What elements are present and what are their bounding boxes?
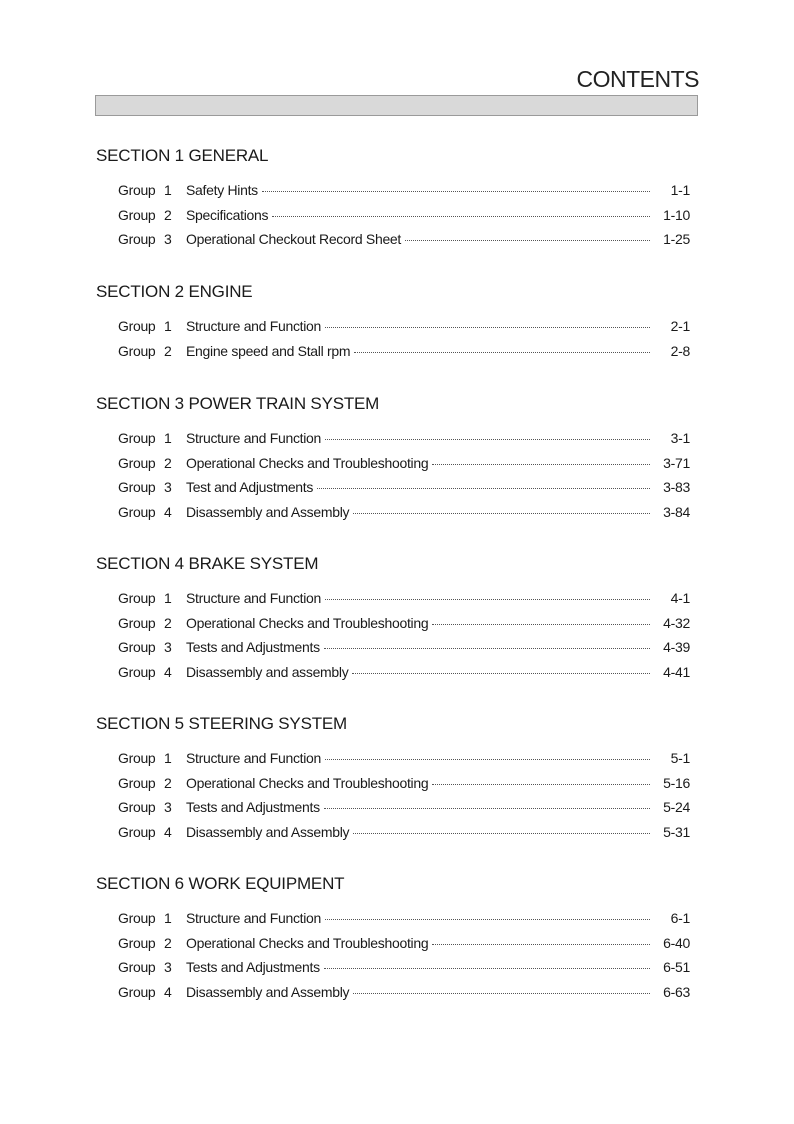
dot-leader — [405, 240, 650, 241]
dot-leader — [353, 993, 650, 994]
section-heading: SECTION 5 STEERING SYSTEM — [96, 714, 347, 733]
group-number: 1 — [164, 750, 172, 766]
page-number: 3-84 — [663, 503, 690, 520]
group-label: Group — [118, 430, 156, 446]
group-number: 1 — [164, 910, 172, 926]
entry-title: Operational Checks and Troubleshooting — [186, 614, 429, 631]
page-number: 3-83 — [663, 479, 690, 495]
toc-entry[interactable] — [118, 984, 690, 1004]
dot-leader — [325, 327, 650, 328]
toc-entry[interactable] — [118, 231, 690, 251]
group-label: Group — [118, 454, 156, 471]
group-number: 1 — [164, 182, 172, 198]
group-number: 1 — [164, 318, 172, 334]
title-rule-bar — [95, 95, 698, 116]
entry-title: Specifications — [186, 206, 269, 223]
entry-title: Structure and Function — [186, 590, 322, 606]
dot-leader — [324, 968, 650, 969]
entry-title: Safety Hints — [186, 182, 258, 198]
toc-entry[interactable] — [118, 959, 690, 979]
group-label: Group — [118, 910, 156, 926]
page-number: 5-31 — [663, 823, 690, 840]
group-label: Group — [118, 959, 156, 975]
entry-title: Tests and Adjustments — [186, 959, 320, 975]
toc-entry[interactable] — [118, 318, 690, 338]
entry-title: Operational Checks and Troubleshooting — [186, 774, 429, 791]
page-number: 6-40 — [663, 934, 690, 951]
dot-leader — [272, 216, 650, 217]
group-label: Group — [118, 206, 156, 223]
entry-title: Disassembly and Assembly — [186, 503, 350, 520]
entry-title: Operational Checks and Troubleshooting — [186, 934, 429, 951]
group-number: 3 — [164, 231, 172, 247]
group-label: Group — [118, 663, 156, 680]
group-label: Group — [118, 342, 156, 359]
group-number: 2 — [164, 614, 172, 631]
group-number: 2 — [164, 342, 172, 359]
group-number: 2 — [164, 454, 172, 471]
group-number: 4 — [164, 983, 172, 1000]
group-number: 2 — [164, 774, 172, 791]
dot-leader — [262, 191, 650, 192]
group-label: Group — [118, 503, 156, 520]
group-label: Group — [118, 823, 156, 840]
dot-leader — [352, 673, 650, 674]
group-label: Group — [118, 639, 156, 655]
dot-leader — [432, 944, 650, 945]
group-number: 3 — [164, 639, 172, 655]
page-number: 4-41 — [663, 663, 690, 680]
dot-leader — [324, 648, 650, 649]
page-number: 6-1 — [670, 910, 690, 926]
group-label: Group — [118, 750, 156, 766]
entry-title: Disassembly and assembly — [186, 663, 349, 680]
group-number: 4 — [164, 503, 172, 520]
entry-title: Test and Adjustments — [186, 479, 314, 495]
entry-title: Structure and Function — [186, 430, 322, 446]
page-number: 2-8 — [670, 342, 690, 359]
toc-entry[interactable] — [118, 775, 690, 795]
dot-leader — [325, 439, 650, 440]
entry-title: Disassembly and Assembly — [186, 983, 350, 1000]
group-number: 4 — [164, 823, 172, 840]
page-number: 2-1 — [670, 318, 690, 334]
toc-entry[interactable] — [118, 615, 690, 635]
page-number: 1-1 — [670, 182, 690, 198]
page-number: 4-32 — [663, 614, 690, 631]
toc-entry[interactable] — [118, 910, 690, 930]
toc-entry[interactable] — [118, 343, 690, 363]
entry-title: Tests and Adjustments — [186, 639, 320, 655]
toc-entry[interactable] — [118, 799, 690, 819]
dot-leader — [432, 784, 650, 785]
group-label: Group — [118, 934, 156, 951]
group-number: 1 — [164, 430, 172, 446]
section-heading: SECTION 3 POWER TRAIN SYSTEM — [96, 394, 380, 413]
toc-entry[interactable] — [118, 824, 690, 844]
toc-entry[interactable] — [118, 182, 690, 202]
group-number: 2 — [164, 934, 172, 951]
section-heading: SECTION 1 GENERAL — [96, 146, 269, 165]
page-number: 4-39 — [663, 639, 690, 655]
group-label: Group — [118, 318, 156, 334]
dot-leader — [354, 352, 650, 353]
dot-leader — [325, 759, 650, 760]
page-number: 4-1 — [670, 590, 690, 606]
toc-entry[interactable] — [118, 207, 690, 227]
group-label: Group — [118, 231, 156, 247]
dot-leader — [324, 808, 650, 809]
entry-title: Operational Checks and Troubleshooting — [186, 454, 429, 471]
group-label: Group — [118, 799, 156, 815]
group-label: Group — [118, 590, 156, 606]
page-number: 3-1 — [670, 430, 690, 446]
toc-entry[interactable] — [118, 590, 690, 610]
group-number: 1 — [164, 590, 172, 606]
entry-title: Structure and Function — [186, 910, 322, 926]
group-number: 4 — [164, 663, 172, 680]
page-title: CONTENTS — [576, 66, 699, 92]
page-number: 6-63 — [663, 983, 690, 1000]
group-label: Group — [118, 182, 156, 198]
entry-title: Structure and Function — [186, 318, 322, 334]
toc-entry[interactable] — [118, 935, 690, 955]
group-label: Group — [118, 614, 156, 631]
group-number: 3 — [164, 799, 172, 815]
toc-entry[interactable] — [118, 664, 690, 684]
toc-entry[interactable] — [118, 479, 690, 499]
group-label: Group — [118, 774, 156, 791]
dot-leader — [353, 833, 650, 834]
entry-title: Engine speed and Stall rpm — [186, 342, 351, 359]
page-number: 5-1 — [670, 750, 690, 766]
group-number: 2 — [164, 206, 172, 223]
section-heading: SECTION 4 BRAKE SYSTEM — [96, 554, 319, 573]
entry-title: Structure and Function — [186, 750, 322, 766]
toc-entry[interactable] — [118, 504, 690, 524]
page-number: 3-71 — [663, 454, 690, 471]
dot-leader — [325, 599, 650, 600]
page-number: 1-25 — [663, 231, 690, 247]
page-number: 5-24 — [663, 799, 690, 815]
page-number: 6-51 — [663, 959, 690, 975]
section-heading: SECTION 6 WORK EQUIPMENT — [96, 874, 345, 893]
dot-leader — [325, 919, 650, 920]
group-label: Group — [118, 983, 156, 1000]
toc-entry[interactable] — [118, 455, 690, 475]
toc-entry[interactable] — [118, 750, 690, 770]
entry-title: Operational Checkout Record Sheet — [186, 231, 402, 247]
section-heading: SECTION 2 ENGINE — [96, 282, 253, 301]
page-number: 5-16 — [663, 774, 690, 791]
dot-leader — [353, 513, 650, 514]
dot-leader — [432, 624, 650, 625]
dot-leader — [317, 488, 650, 489]
page-number: 1-10 — [663, 206, 690, 223]
toc-entry[interactable] — [118, 639, 690, 659]
entry-title: Tests and Adjustments — [186, 799, 320, 815]
group-label: Group — [118, 479, 156, 495]
group-number: 3 — [164, 479, 172, 495]
entry-title: Disassembly and Assembly — [186, 823, 350, 840]
group-number: 3 — [164, 959, 172, 975]
toc-entry[interactable] — [118, 430, 690, 450]
dot-leader — [432, 464, 650, 465]
